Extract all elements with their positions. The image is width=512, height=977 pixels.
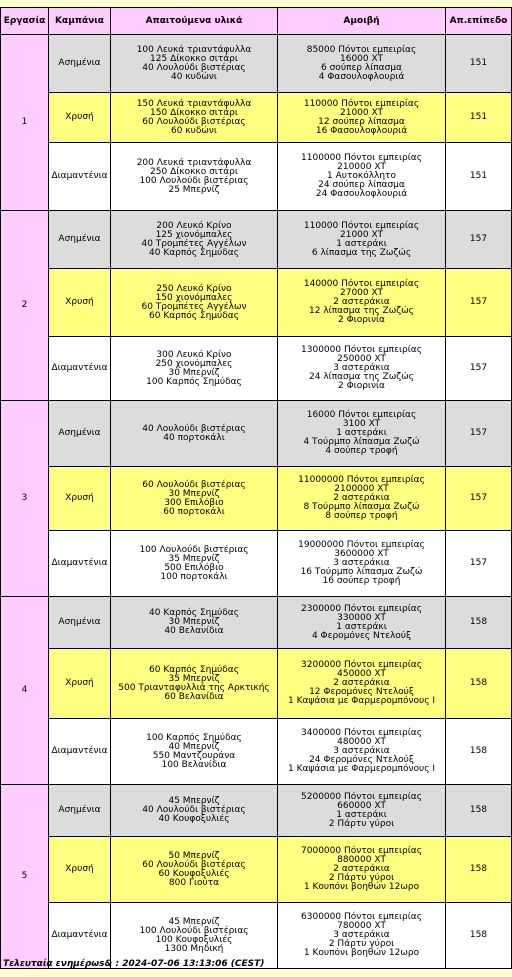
materials-line: 60 Βελανίδια bbox=[164, 691, 224, 702]
reward-line: 330000 XT bbox=[337, 612, 386, 623]
reward-line: 12 Φερομόνες Ντελούξ bbox=[309, 687, 414, 697]
reward-line: 1 Κουπόνι βοηθών 12ωρο bbox=[303, 882, 420, 892]
table-body bbox=[1, 35, 512, 969]
campaign-cell: Ασημένια bbox=[49, 35, 111, 93]
reward-line: 6300000 Πόντοι εμπειρίας bbox=[301, 912, 422, 922]
reward-line: 16000 Πόντοι εμπειρίας bbox=[306, 410, 417, 420]
level-cell: 157 bbox=[446, 337, 512, 401]
reward-line: 11000000 Πόντοι εμπειρίας bbox=[298, 475, 425, 485]
materials-line: 200 Λευκό Κρίνο bbox=[156, 220, 232, 231]
campaign-cell: Διαμαντένια bbox=[49, 337, 111, 401]
materials-line: 35 Μπερνίζ bbox=[168, 673, 220, 684]
header-campaign: Καμπάνια bbox=[49, 8, 111, 35]
reward-cell bbox=[278, 903, 446, 969]
table-row bbox=[1, 401, 512, 467]
materials-cell bbox=[111, 269, 278, 337]
level-cell: 158 bbox=[446, 837, 512, 903]
materials-line: 60 Λουλούδι βιστέριας bbox=[142, 479, 246, 490]
reward-cell bbox=[278, 785, 446, 837]
materials-line: 25 Μπερνίζ bbox=[168, 184, 220, 195]
reward-line: 27000 XT bbox=[340, 288, 383, 298]
materials-cell bbox=[111, 785, 278, 837]
materials-cell bbox=[111, 211, 278, 269]
materials-line: 100 Κουφοξυλιές bbox=[155, 934, 233, 945]
campaign-cell: Διαμαντένια bbox=[49, 903, 111, 969]
reward-line: 2 αστεράκια bbox=[333, 678, 390, 688]
materials-line: 40 Καρπός Σημύδας bbox=[149, 247, 239, 258]
level-cell: 151 bbox=[446, 35, 512, 93]
reward-line: 2 Φιορινία bbox=[338, 381, 385, 391]
header-task: Εργασία bbox=[1, 8, 49, 35]
campaign-cell: Διαμαντένια bbox=[49, 143, 111, 211]
level-cell: 151 bbox=[446, 93, 512, 143]
reward-line: 3 αστεράκια bbox=[333, 558, 390, 568]
materials-line: 30 Μπερνίζ bbox=[168, 617, 220, 627]
materials-line: 60 Τρομπέτες Αγγέλων bbox=[141, 301, 247, 312]
table-row bbox=[1, 35, 512, 93]
reward-line: 3 αστεράκια bbox=[333, 746, 390, 756]
reward-line: 1 αστεράκι bbox=[336, 238, 387, 249]
reward-line: 1300000 Πόντοι εμπειρίας bbox=[301, 345, 422, 355]
materials-line: 300 Επιλόβιο bbox=[164, 497, 224, 508]
reward-line: 1 Κουπόνι βοηθών 12ωρο bbox=[303, 948, 420, 958]
reward-cell bbox=[278, 269, 446, 337]
table-row bbox=[1, 93, 512, 143]
materials-line: 300 Λευκό Κρίνο bbox=[156, 349, 232, 360]
materials-line: 40 Λουλούδι βιστέριας bbox=[142, 62, 246, 73]
level-cell: 158 bbox=[446, 903, 512, 969]
reward-line: 110000 Πόντοι εμπειρίας bbox=[303, 98, 420, 109]
reward-line: 480000 XT bbox=[337, 737, 386, 747]
reward-line: 110000 Πόντοι εμπειρίας bbox=[303, 220, 420, 231]
reward-line: 4 Φασουλοφλουριά bbox=[318, 71, 405, 82]
reward-line: 1 αστεράκι bbox=[336, 809, 387, 820]
materials-line: 500 Τριανταφυλλιά της Αρκτικής bbox=[118, 682, 270, 693]
materials-line: 40 Μπερνίζ bbox=[168, 741, 220, 752]
reward-cell bbox=[278, 649, 446, 719]
reward-cell bbox=[278, 401, 446, 467]
table-row bbox=[1, 531, 512, 597]
header-reward: Αμοιβή bbox=[278, 8, 446, 35]
task-number: 1 bbox=[1, 35, 49, 211]
materials-line: 100 πορτοκάλι bbox=[160, 571, 228, 582]
materials-cell bbox=[111, 93, 278, 143]
table-row bbox=[1, 337, 512, 401]
materials-line: 1300 Μηδική bbox=[164, 943, 224, 954]
level-cell: 158 bbox=[446, 597, 512, 649]
materials-line: 250 χιονόμπαλες bbox=[155, 358, 233, 369]
campaign-cell: Διαμαντένια bbox=[49, 719, 111, 785]
materials-line: 60 πορτοκάλι bbox=[163, 506, 225, 517]
level-cell: 157 bbox=[446, 211, 512, 269]
reward-line: 880000 XT bbox=[337, 855, 386, 865]
reward-line: 660000 XT bbox=[337, 800, 386, 811]
materials-line: 60 Καρπός Σημύδας bbox=[149, 664, 239, 675]
reward-line: 12 σούπερ λίπασμα bbox=[318, 116, 405, 127]
materials-line: 150 Λευκά τριαντάφυλλα bbox=[136, 98, 252, 109]
materials-line: 60 Κουφοξυλιές bbox=[158, 868, 230, 879]
materials-line: 150 Δίκοκκο σιτάρι bbox=[150, 107, 238, 118]
materials-line: 40 Κουφοξυλιές bbox=[158, 814, 230, 824]
reward-line: 1 Καψάσια με Φαρμερομπόνους I bbox=[287, 764, 435, 774]
reward-line: 2 αστεράκια bbox=[333, 493, 390, 503]
table-row bbox=[1, 597, 512, 649]
task-number: 2 bbox=[1, 211, 49, 401]
materials-line: 40 Λουλούδι βιστέριας bbox=[142, 423, 246, 434]
table-header-row bbox=[1, 8, 512, 35]
reward-line: 12 λίπασμα της Ζωζώς bbox=[309, 306, 414, 316]
materials-line: 100 Βελανίδια bbox=[161, 759, 227, 770]
reward-line: 450000 XT bbox=[337, 669, 386, 679]
campaign-cell: Ασημένια bbox=[49, 597, 111, 649]
reward-cell bbox=[278, 93, 446, 143]
campaign-cell: Ασημένια bbox=[49, 401, 111, 467]
task-number: 5 bbox=[1, 785, 49, 969]
last-updated: Τελευταία ενημέρωs& : 2024-07-06 13:13:06 (CEST) bbox=[3, 959, 265, 969]
reward-line: 2 Πάρτυ γύροι bbox=[328, 818, 395, 829]
reward-line: 2100000 XT bbox=[334, 484, 389, 494]
reward-line: 85000 Πόντοι εμπειρίας bbox=[306, 44, 417, 55]
reward-line: 2 Πάρτυ γύροι bbox=[328, 873, 395, 883]
campaign-cell: Χρυσή bbox=[49, 269, 111, 337]
reward-cell bbox=[278, 211, 446, 269]
table-row bbox=[1, 269, 512, 337]
reward-line: 6 σούπερ λίπασμα bbox=[321, 62, 402, 73]
materials-line: 60 κυδώνι bbox=[171, 125, 217, 136]
materials-line: 150 χιονόμπαλες bbox=[155, 292, 233, 303]
reward-line: 2 Πάρτυ γύροι bbox=[328, 939, 395, 949]
reward-line: 4 Τούρμπο λίπασμα Ζωζώ bbox=[303, 437, 420, 447]
reward-line: 16 σούπερ τροφή bbox=[322, 576, 401, 586]
reward-line: 3200000 Πόντοι εμπειρίας bbox=[301, 660, 422, 670]
reward-line: 1100000 Πόντοι εμπειρίας bbox=[301, 153, 422, 163]
level-cell: 157 bbox=[446, 401, 512, 467]
materials-cell bbox=[111, 719, 278, 785]
materials-line: 100 Λευκά τριαντάφυλλα bbox=[136, 44, 252, 55]
materials-line: 200 Λευκά τριαντάφυλλα bbox=[136, 157, 252, 168]
reward-line: 2 αστεράκια bbox=[333, 864, 390, 874]
task-number: 4 bbox=[1, 597, 49, 785]
campaign-cell: Χρυσή bbox=[49, 837, 111, 903]
level-cell: 157 bbox=[446, 467, 512, 531]
materials-line: 100 Λουλούδι βιστέριας bbox=[139, 925, 249, 936]
materials-line: 45 Μπερνίζ bbox=[168, 796, 220, 806]
reward-line: 3 αστεράκια bbox=[333, 930, 390, 940]
materials-line: 40 πορτοκάλι bbox=[163, 432, 225, 443]
materials-line: 40 Τρομπέτες Αγγέλων bbox=[141, 238, 247, 249]
materials-line: 500 Επιλόβιο bbox=[164, 562, 224, 573]
reward-cell bbox=[278, 337, 446, 401]
materials-line: 35 Μπερνίζ bbox=[168, 553, 220, 564]
level-cell: 158 bbox=[446, 719, 512, 785]
materials-line: 125 χιονόμπαλες bbox=[155, 229, 233, 240]
level-cell: 157 bbox=[446, 269, 512, 337]
reward-cell bbox=[278, 597, 446, 649]
table-row bbox=[1, 467, 512, 531]
reward-line: 21000 XT bbox=[340, 107, 383, 118]
materials-cell bbox=[111, 401, 278, 467]
materials-line: 250 Δίκοκκο σιτάρι bbox=[150, 166, 238, 177]
campaign-cell: Χρυσή bbox=[49, 649, 111, 719]
materials-line: 60 Καρπός Σημύδας bbox=[149, 310, 239, 321]
reward-cell bbox=[278, 35, 446, 93]
reward-line: 21000 XT bbox=[340, 229, 383, 240]
reward-line: 210000 XT bbox=[337, 162, 386, 172]
reward-line: 8 σούπερ τροφή bbox=[325, 511, 398, 521]
materials-cell bbox=[111, 35, 278, 93]
table-row bbox=[1, 649, 512, 719]
reward-line: 5200000 Πόντοι εμπειρίας bbox=[301, 791, 422, 802]
materials-cell bbox=[111, 531, 278, 597]
materials-line: 100 Καρπός Σημύδας bbox=[146, 376, 242, 387]
materials-line: 60 Λουλούδι βιστέριας bbox=[142, 116, 246, 127]
campaign-cell: Ασημένια bbox=[49, 211, 111, 269]
reward-line: 780000 XT bbox=[337, 921, 386, 931]
reward-line: 6 λίπασμα της Ζωζώς bbox=[311, 247, 412, 258]
reward-cell bbox=[278, 531, 446, 597]
reward-line: 250000 XT bbox=[337, 354, 386, 364]
table-row bbox=[1, 143, 512, 211]
reward-line: 3400000 Πόντοι εμπειρίας bbox=[301, 728, 422, 738]
reward-line: 2 αστεράκια bbox=[333, 297, 390, 307]
reward-line: 2300000 Πόντοι εμπειρίας bbox=[301, 603, 422, 614]
materials-line: 800 Γιούτα bbox=[168, 877, 220, 888]
materials-line: 250 Λευκό Κρίνο bbox=[156, 283, 232, 294]
reward-cell bbox=[278, 719, 446, 785]
reward-line: 16000 XT bbox=[340, 53, 383, 64]
table-row bbox=[1, 719, 512, 785]
reward-line: 24 λίπασμα της Ζωζώς bbox=[309, 372, 414, 382]
materials-line: 40 Καρπός Σημύδας bbox=[149, 608, 239, 618]
reward-line: 24 Φασουλοφλουριά bbox=[315, 189, 408, 199]
materials-cell bbox=[111, 837, 278, 903]
rewards-table bbox=[0, 7, 512, 969]
materials-line: 60 Λουλούδι βιστέριας bbox=[142, 859, 246, 870]
reward-line: 19000000 Πόντοι εμπειρίας bbox=[298, 540, 425, 550]
reward-line: 1 αστεράκι bbox=[336, 428, 387, 438]
campaign-cell: Χρυσή bbox=[49, 467, 111, 531]
materials-line: 40 Λουλούδι βιστέριας bbox=[142, 805, 246, 815]
level-cell: 151 bbox=[446, 143, 512, 211]
reward-line: 7000000 Πόντοι εμπειρίας bbox=[301, 846, 422, 856]
reward-line: 1 Αυτοκόλλητο bbox=[327, 171, 396, 181]
materials-line: 100 Λουλούδι βιστέριας bbox=[139, 544, 249, 555]
table-row bbox=[1, 785, 512, 837]
reward-line: 1 αστεράκι bbox=[336, 621, 387, 632]
reward-line: 4 σούπερ τροφή bbox=[325, 446, 398, 456]
header-materials: Απαιτούμενα υλικά bbox=[111, 8, 278, 35]
reward-line: 3 αστεράκια bbox=[333, 363, 390, 373]
materials-line: 100 Λουλούδι βιστέριας bbox=[139, 175, 249, 186]
reward-line: 8 Τούρμπο λίπασμα Ζωζώ bbox=[303, 502, 420, 512]
materials-cell bbox=[111, 337, 278, 401]
reward-line: 2 Φιορινία bbox=[338, 315, 385, 325]
materials-line: 550 Μαντζουράνα bbox=[152, 750, 236, 761]
level-cell: 158 bbox=[446, 785, 512, 837]
reward-line: 16 Φασουλοφλουριά bbox=[315, 125, 408, 136]
materials-line: 125 Δίκοκκο σιτάρι bbox=[150, 53, 238, 64]
reward-cell bbox=[278, 467, 446, 531]
reward-line: 24 Φερομόνες Ντελούξ bbox=[309, 755, 414, 765]
materials-line: 50 Μπερνίζ bbox=[168, 850, 220, 861]
reward-cell bbox=[278, 837, 446, 903]
level-cell: 157 bbox=[446, 531, 512, 597]
task-number: 3 bbox=[1, 401, 49, 597]
materials-line: 30 Μπερνίζ bbox=[168, 488, 220, 499]
campaign-cell: Χρυσή bbox=[49, 93, 111, 143]
reward-line: 3100 XT bbox=[342, 419, 381, 429]
reward-line: 4 Φερομόνες Ντελούξ bbox=[311, 630, 412, 641]
materials-line: 100 Καρπός Σημύδας bbox=[146, 732, 242, 743]
reward-cell bbox=[278, 143, 446, 211]
materials-cell bbox=[111, 597, 278, 649]
reward-line: 3600000 XT bbox=[334, 549, 389, 559]
reward-line: 16 Τούρμπο λίπασμα Ζωζώ bbox=[300, 567, 423, 577]
materials-line: 45 Μπερνίζ bbox=[168, 916, 220, 927]
campaign-cell: Διαμαντένια bbox=[49, 531, 111, 597]
reward-line: 140000 Πόντοι εμπειρίας bbox=[303, 279, 420, 289]
header-level: Απ.επίπεδο bbox=[446, 8, 512, 35]
reward-line: 24 σούπερ λίπασμα bbox=[318, 180, 405, 190]
reward-line: 1 Καψάσια με Φαρμερομπόνους I bbox=[287, 696, 435, 706]
materials-cell bbox=[111, 143, 278, 211]
materials-line: 30 Μπερνίζ bbox=[168, 367, 220, 378]
materials-cell bbox=[111, 649, 278, 719]
materials-line: 40 Βελανίδια bbox=[164, 626, 224, 636]
materials-cell bbox=[111, 467, 278, 531]
materials-line: 40 κυδώνι bbox=[171, 71, 217, 82]
campaign-cell: Ασημένια bbox=[49, 785, 111, 837]
table-row bbox=[1, 211, 512, 269]
level-cell: 158 bbox=[446, 649, 512, 719]
table-row bbox=[1, 837, 512, 903]
